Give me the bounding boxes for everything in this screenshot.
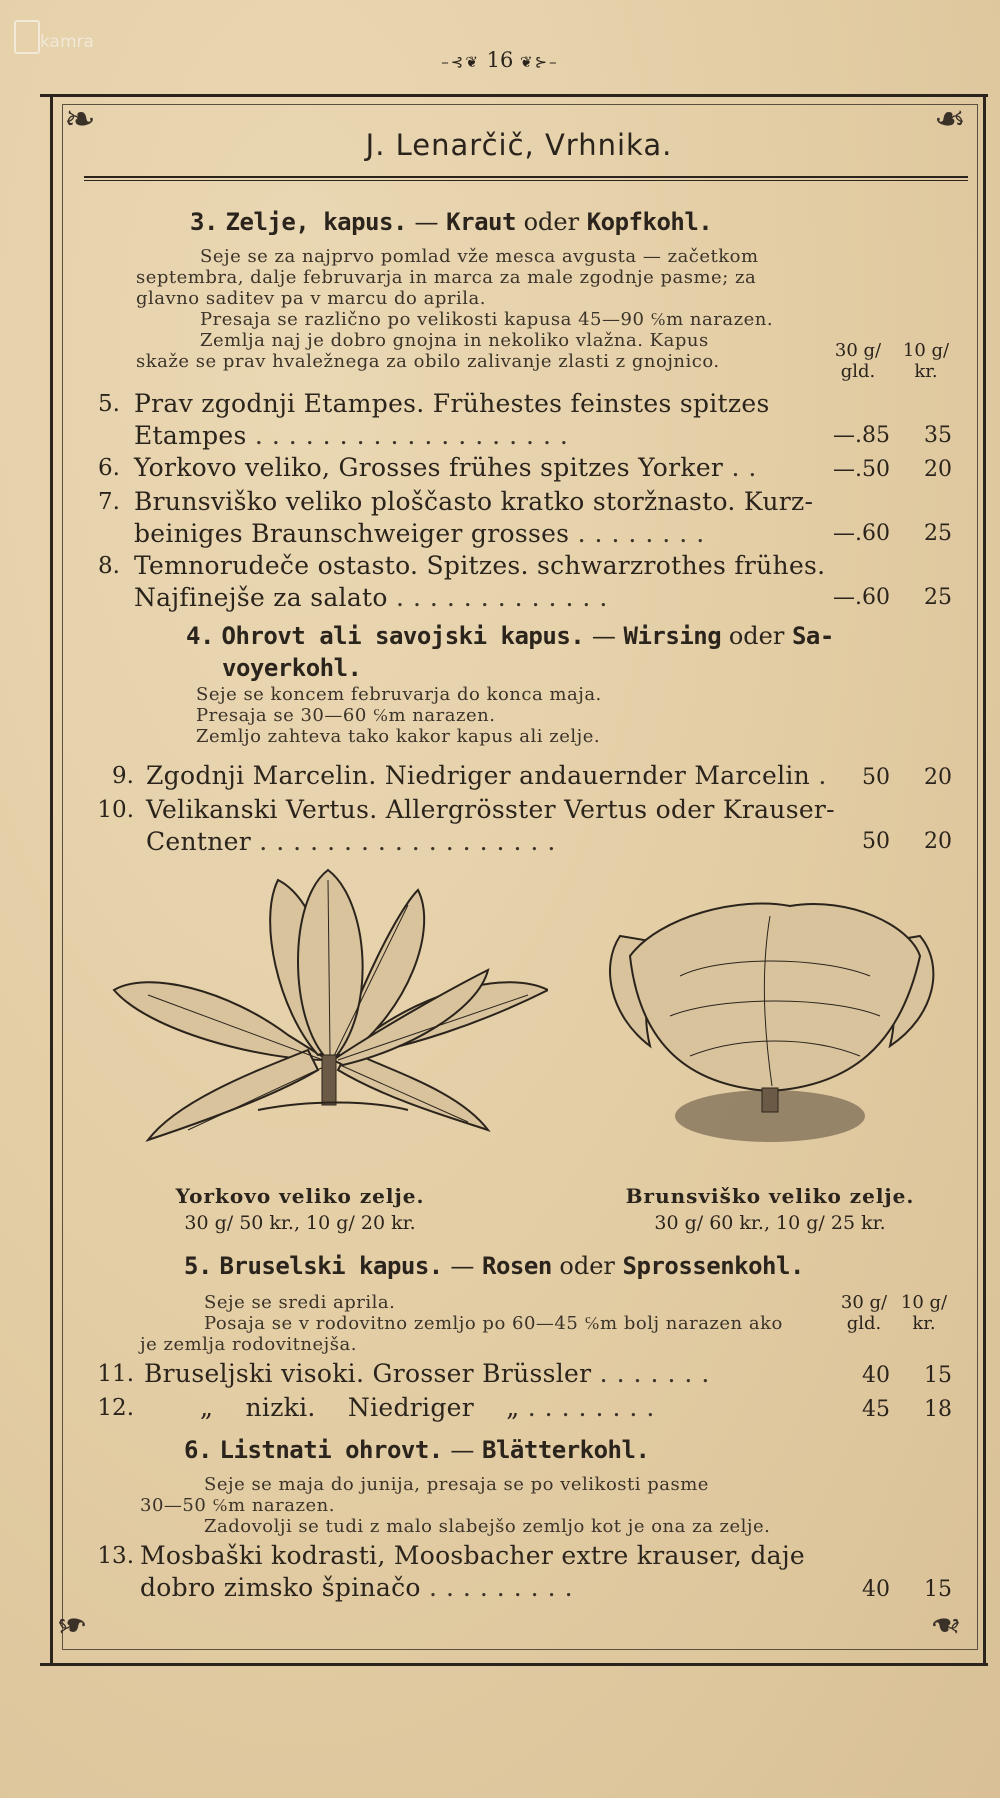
caption-title: Yorkovo veliko zelje. xyxy=(175,1184,425,1208)
item-number: 6. xyxy=(98,455,120,481)
item-number: 12. xyxy=(97,1395,134,1421)
section-title: 5. Bruselski kapus. — Rosen oder Sprossenkohl. xyxy=(184,1252,804,1280)
price-30g: —.50 xyxy=(833,457,890,482)
watermark-text: kamra xyxy=(40,32,94,52)
section-title: 3. Zelje, kapus. — Kraut oder Kopfkohl. xyxy=(190,208,713,236)
item-number: 5. xyxy=(98,391,120,417)
section-title: 6. Listnati ohrovt. — Blätterkohl. xyxy=(184,1436,650,1464)
price-10g: 25 xyxy=(924,521,952,546)
page-number-line xyxy=(0,48,1000,72)
price-30g: 50 xyxy=(862,765,890,790)
price-30g: 40 xyxy=(862,1363,890,1388)
price-10g: 15 xyxy=(924,1363,952,1388)
section-description: Seje se maja do junija, presaja se po velikosti pasme 30—50 ℅m narazen. Zadovolji se tudi z malo slabejšo zemljo kot je ona za zelje. xyxy=(140,1474,771,1537)
cabbage-brunsvisko-illustration xyxy=(590,896,950,1156)
section-title: 4. Ohrovt ali savojski kapus. — Wirsing oder Sa- voyerkohl. xyxy=(186,622,834,682)
page-header-title: J. Lenarčič, Vrhnika. xyxy=(365,128,673,162)
illustration-caption xyxy=(150,1184,450,1234)
item-description: Temnorudeče ostasto. Spitzes. schwarzrothes frühes. Najfinejše za salato ............. xyxy=(134,551,826,612)
column-head-10g: 10 g/ kr. xyxy=(900,1292,948,1334)
item-number: 9. xyxy=(112,763,134,789)
item-number: 7. xyxy=(98,489,120,515)
item-description: Yorkovo veliko, Grosses frühes spitzes Yorker .. xyxy=(134,453,766,482)
section-description: Seje se sredi aprila. Posaja se v rodovitno zemljo po 60—45 ℅m bolj narazen ako je zemlja rodovitnejša. xyxy=(140,1292,783,1355)
section-description: Seje se koncem februvarja do konca maja. Presaja se 30—60 ℅m narazen. Zemljo zahteva tako kakor kapus ali zelje. xyxy=(196,684,602,747)
price-30g: 50 xyxy=(862,829,890,854)
item-description: Bruseljski visoki. Grosser Brüssler ....... xyxy=(144,1359,719,1388)
item-description: Zgodnji Marcelin. Niedriger andauernder Marcelin . xyxy=(146,761,836,790)
item-number: 13. xyxy=(97,1543,134,1569)
section-description: Seje se za najprvo pomlad vže mesca avgusta — začetkom septembra, dalje februvarja in marca za male zgodnje pasme; za glavno saditev pa v marcu do aprila. Presaja se različno po velikosti kapusa 45—90 ℅m narazen. Zemlja naj je dobro gnojna in nekoliko vlažna. Kapus skaže se prav hvaležnega za obilo zalivanje zlasti z gnojnico. xyxy=(136,246,774,372)
item-description: Velikanski Vertus. Allergrösster Vertus oder Krauser- Centner .................. xyxy=(146,795,835,856)
item-description: Prav zgodnji Etampes. Frühestes feinstes spitzes Etampes ................... xyxy=(134,389,770,450)
page-number: 16 xyxy=(486,48,514,72)
caption-price: 30 g/ 60 kr., 10 g/ 25 kr. xyxy=(654,1212,886,1234)
item-number: 8. xyxy=(98,553,120,579)
corner-flourish-icon: ❧ xyxy=(64,97,96,141)
caption-price: 30 g/ 50 kr., 10 g/ 20 kr. xyxy=(184,1212,416,1234)
price-10g: 20 xyxy=(924,457,952,482)
price-30g: 45 xyxy=(862,1397,890,1422)
item-description: Mosbaški kodrasti, Moosbacher extre krauser, daje dobro zimsko špinačo ......... xyxy=(140,1541,805,1602)
ornament-right-icon: ❦⊱– xyxy=(520,53,559,71)
price-30g: —.60 xyxy=(833,521,890,546)
column-head-30g: 30 g/ gld. xyxy=(834,340,882,382)
price-10g: 20 xyxy=(924,765,952,790)
corner-flourish-icon: ❧ xyxy=(930,1603,962,1647)
item-number: 11. xyxy=(97,1361,134,1387)
price-10g: 25 xyxy=(924,585,952,610)
price-10g: 20 xyxy=(924,829,952,854)
price-10g: 15 xyxy=(924,1577,952,1602)
item-description: Brunsviško veliko ploščasto kratko storžnasto. Kurz- beiniges Braunschweiger grosses ........ xyxy=(134,487,814,548)
header-divider xyxy=(84,176,968,181)
price-30g: —.60 xyxy=(833,585,890,610)
corner-flourish-icon: ❧ xyxy=(56,1603,88,1647)
caption-title: Brunsviško veliko zelje. xyxy=(625,1184,915,1208)
ornament-left-icon: –⊰❦ xyxy=(441,53,480,71)
item-description: „ nizki. Niedriger „ ........ xyxy=(200,1393,664,1422)
price-10g: 35 xyxy=(924,423,952,448)
item-number: 10. xyxy=(97,797,134,823)
column-head-30g: 30 g/ gld. xyxy=(840,1292,888,1334)
price-10g: 18 xyxy=(924,1397,952,1422)
column-head-10g: 10 g/ kr. xyxy=(902,340,950,382)
corner-flourish-icon: ❧ xyxy=(934,97,966,141)
illustration-caption xyxy=(610,1184,930,1234)
price-30g: —.85 xyxy=(833,423,890,448)
price-30g: 40 xyxy=(862,1577,890,1602)
cabbage-yorkovo-illustration xyxy=(108,860,548,1160)
